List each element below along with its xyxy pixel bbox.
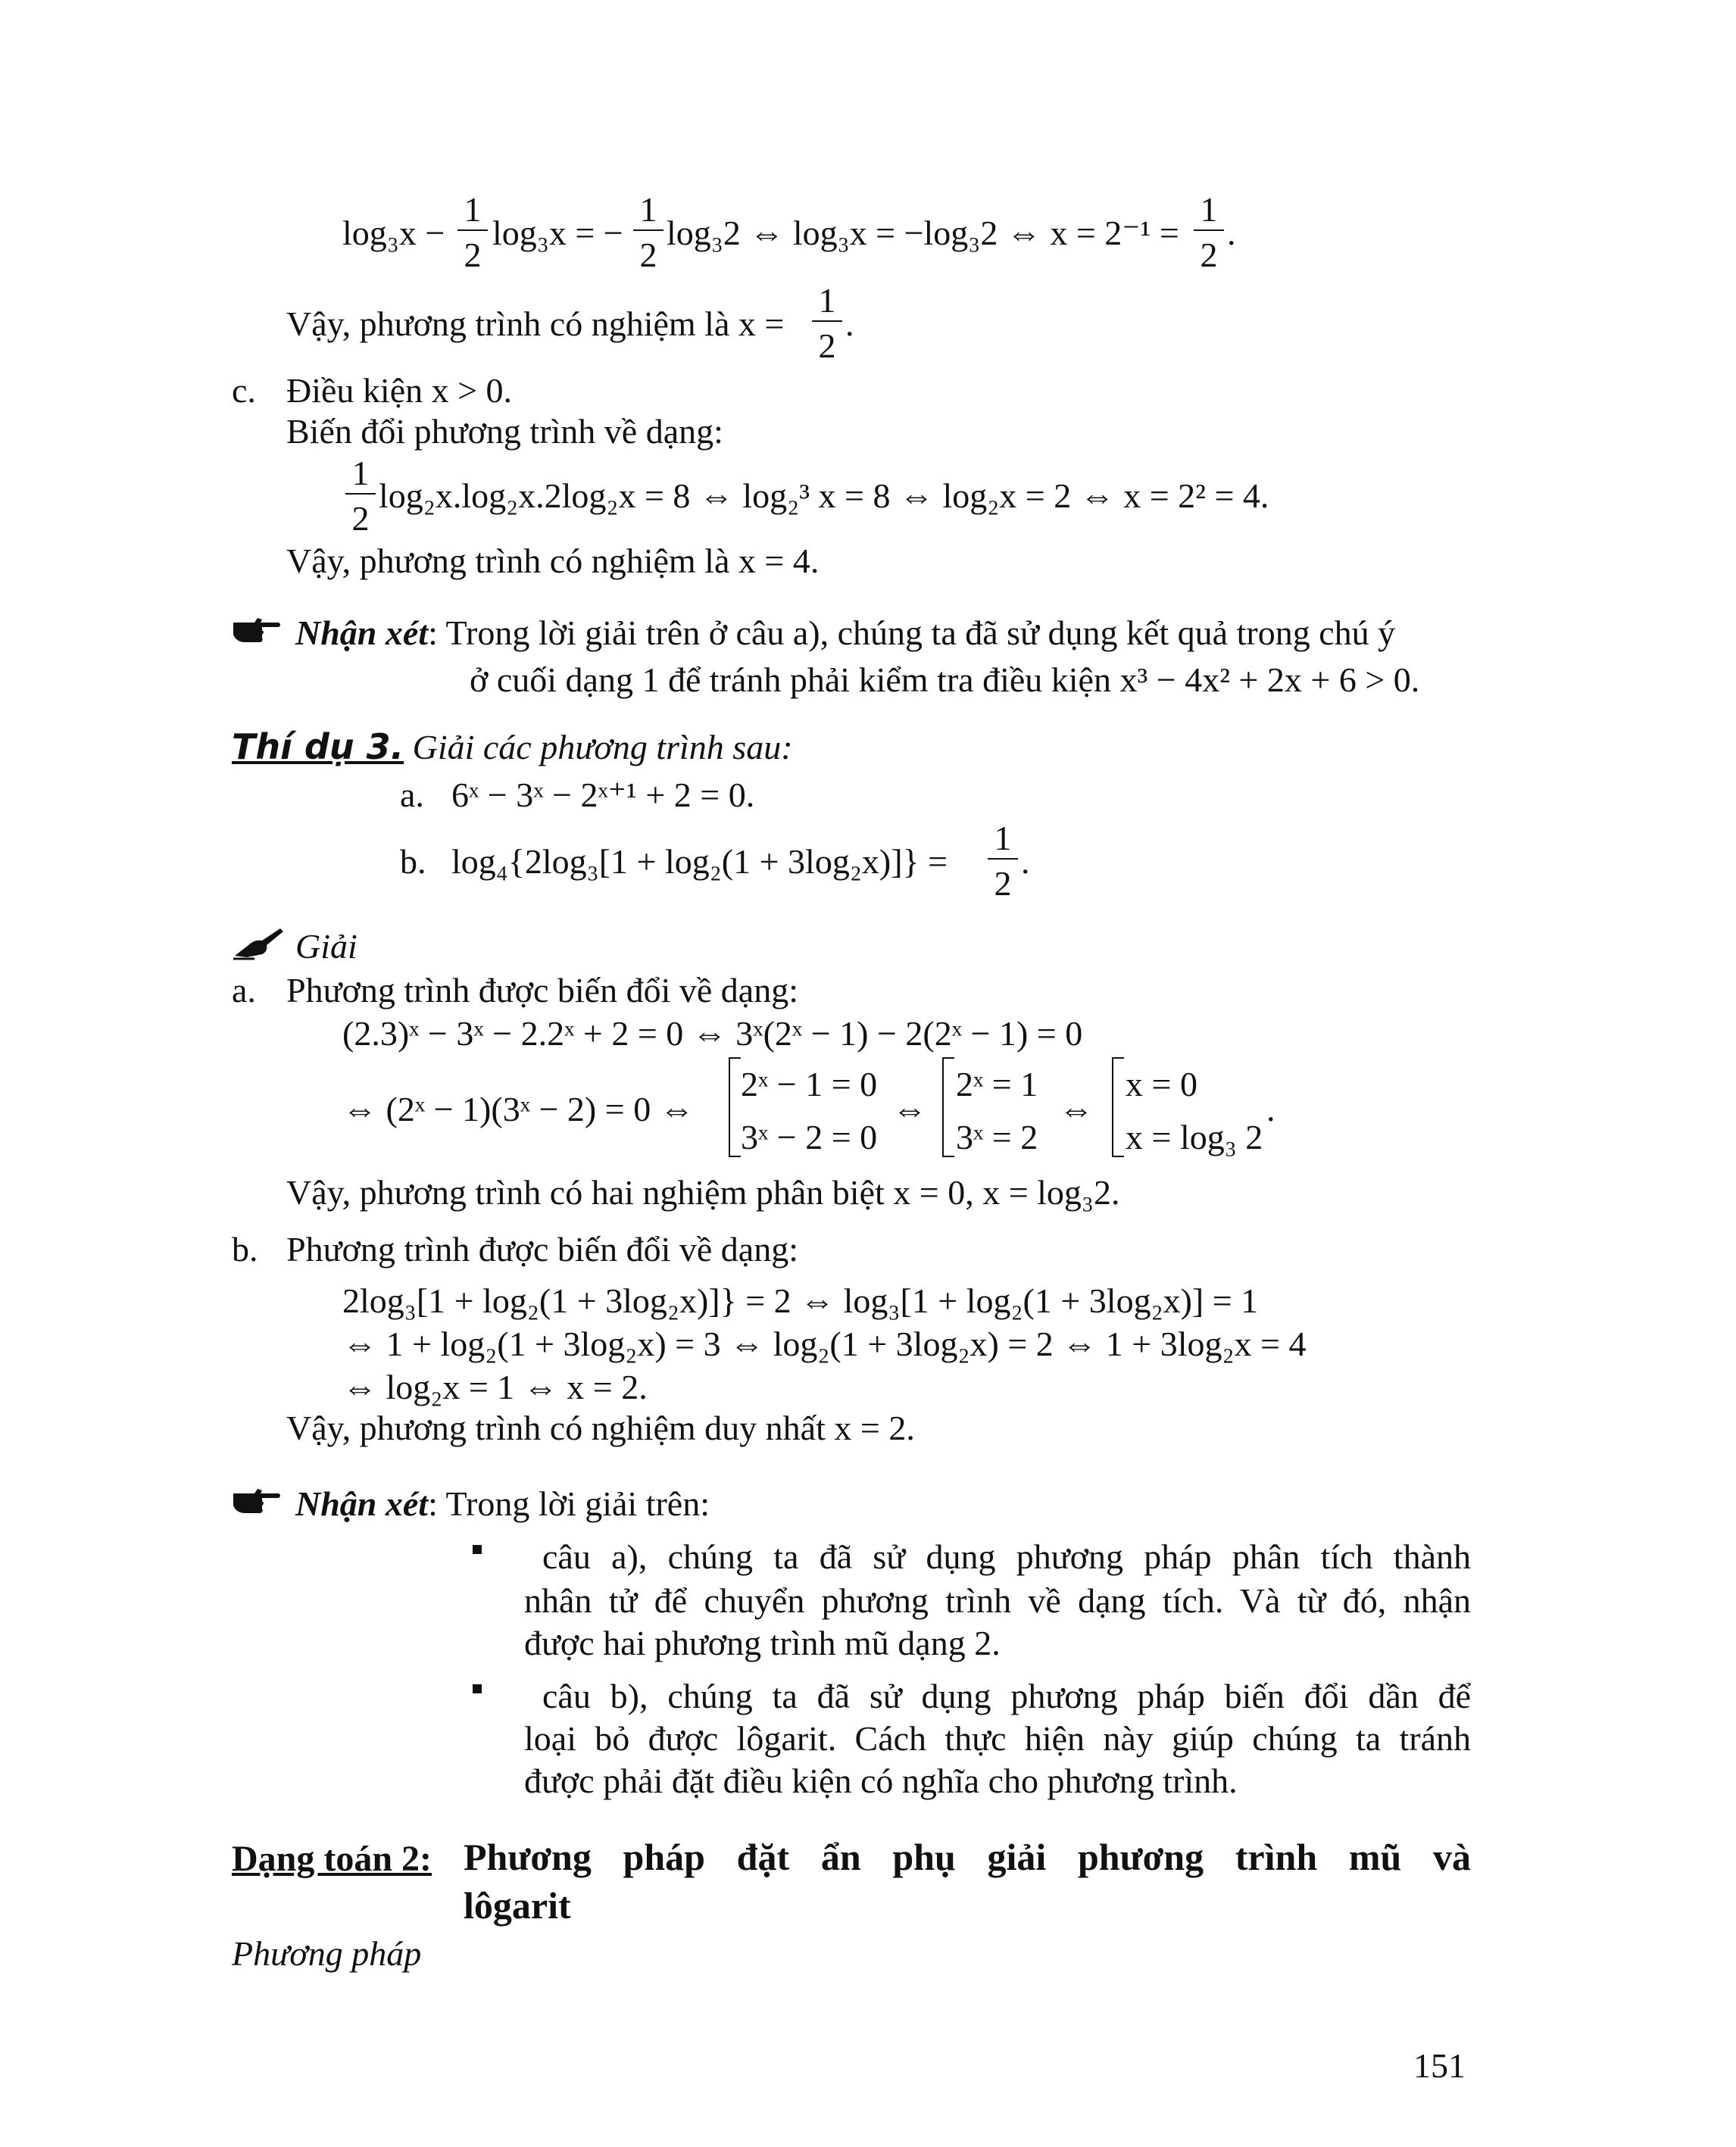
solution-label: Giải — [295, 927, 358, 966]
bullet-1-line1: câu a), chúng ta đã sử dụng phương pháp phân tích thành — [542, 1537, 1471, 1576]
example-3-a-label: a. — [400, 775, 424, 814]
system-end: . — [1266, 1090, 1275, 1128]
remark-1-text: : Trong lời giải trên ở câu a), chúng ta đã sử dụng kết quả trong chú ý — [428, 613, 1396, 652]
bullet-marker — [473, 1684, 482, 1693]
part-c-conclusion: Vậy, phương trình có nghiệm là x = 4. — [286, 541, 820, 580]
remark-2-intro — [295, 1483, 710, 1525]
system-1-bottom: 3ˣ − 2 = 0 — [741, 1118, 878, 1156]
pointing-hand-icon — [232, 1483, 282, 1515]
conclusion-text: Vậy, phương trình có nghiệm là x = — [286, 304, 785, 343]
system-1-top: 2ˣ − 1 = 0 — [741, 1065, 878, 1103]
system-bracket — [942, 1057, 944, 1157]
fraction-bar — [457, 229, 488, 231]
equivalence-symbol: ⇔ — [892, 1090, 927, 1128]
fraction-bar — [812, 320, 842, 322]
example-3-b-equation: log₄{2log₃[1 + log₂(1 + 3log₂x)]} = — [451, 842, 948, 881]
fraction-denominator: 2 — [351, 499, 370, 538]
system-3-bottom: x = log₃ 2 — [1126, 1118, 1263, 1156]
fraction-denominator: 2 — [818, 326, 836, 365]
fraction-numerator: 1 — [351, 454, 370, 492]
fraction-denominator: 2 — [639, 236, 657, 274]
bullet-marker — [473, 1545, 482, 1554]
equation-segment: log₃x = − — [492, 214, 623, 252]
example-3-a-equation: 6ˣ − 3ˣ − 2ˣ⁺¹ + 2 = 0. — [451, 775, 755, 814]
system-3-top: x = 0 — [1126, 1065, 1197, 1103]
writing-hand-icon — [232, 925, 285, 960]
conclusion-end: . — [845, 304, 854, 343]
fraction-denominator: 2 — [1200, 236, 1218, 274]
bullet-2-line2: loại bỏ được lôgarit. Cách thực hiện này giúp chúng ta tránh — [524, 1719, 1471, 1758]
fraction-denominator: 2 — [994, 864, 1012, 903]
example-3-b-label: b. — [400, 842, 426, 881]
solution-b-conclusion: Vậy, phương trình có nghiệm duy nhất x = 2. — [286, 1409, 915, 1447]
section-title-line1: Phương pháp đặt ẩn phụ giải phương trình mũ và — [464, 1836, 1471, 1878]
fraction-bar — [345, 493, 376, 495]
pointing-hand-icon — [232, 612, 282, 644]
system-bracket — [729, 1057, 730, 1157]
solution-b-line1: 2log₃[1 + log₂(1 + 3log₂x)]} = 2 ⇔ log₃[1 + log₂(1 + 3log₂x)] = 1 — [342, 1281, 1259, 1320]
solution-b-label: b. — [232, 1230, 258, 1269]
system-2-top: 2ˣ = 1 — [956, 1065, 1038, 1103]
method-label: Phương pháp — [232, 1934, 422, 1973]
bullet-2-line1: câu b), chúng ta đã sử dụng phương pháp biến đổi dần để — [542, 1677, 1471, 1715]
system-2-bottom: 3ˣ = 2 — [956, 1118, 1038, 1156]
example-3-label: Thí dụ 3. — [232, 726, 404, 767]
solution-a-line1: (2.3)ˣ − 3ˣ − 2.2ˣ + 2 = 0 ⇔ 3ˣ(2ˣ − 1) − 2(2ˣ − 1) = 0 — [342, 1014, 1083, 1053]
section-title-line2: lôgarit — [464, 1884, 571, 1927]
example-3-b-end: . — [1021, 842, 1030, 881]
part-c-equation-text: log₂x.log₂x.2log₂x = 8 ⇔ log₂³ x = 8 ⇔ log₂x = 2 ⇔ x = 2² = 4. — [379, 476, 1269, 515]
solution-b-line2: ⇔ 1 + log₂(1 + 3log₂x) = 3 ⇔ log₂(1 + 3log₂x) = 2 ⇔ 1 + 3log₂x = 4 — [342, 1325, 1307, 1363]
equation-segment: log₃x − — [342, 214, 445, 252]
remark-2-text: : Trong lời giải trên: — [428, 1484, 710, 1523]
fraction-numerator: 1 — [639, 190, 657, 229]
fraction-denominator: 2 — [464, 236, 482, 274]
solution-a-line2-start: ⇔ (2ˣ − 1)(3ˣ − 2) = 0 ⇔ — [342, 1090, 695, 1128]
solution-b-line3: ⇔ log₂x = 1 ⇔ x = 2. — [342, 1368, 648, 1406]
fraction-numerator: 1 — [994, 819, 1012, 857]
equation-segment: . — [1227, 214, 1236, 252]
equation-segment: log₃2 ⇔ log₃x = −log₃2 ⇔ x = 2⁻¹ = — [667, 214, 1179, 252]
part-c-label: c. — [232, 371, 256, 410]
remark-2-label: Nhận xét — [295, 1484, 429, 1523]
remark-1-label: Nhận xét — [295, 613, 429, 652]
system-bracket — [1112, 1057, 1113, 1157]
remark-1-line1 — [295, 612, 1395, 654]
example-3-header — [232, 726, 793, 769]
equivalence-symbol: ⇔ — [1059, 1090, 1094, 1128]
section-label: Dạng toán 2: — [232, 1839, 432, 1879]
page-number: 151 — [1413, 2046, 1466, 2085]
bullet-1-line3: được hai phương trình mũ dạng 2. — [524, 1624, 1001, 1662]
fraction-numerator: 1 — [818, 281, 836, 320]
solution-a-label: a. — [232, 971, 256, 1010]
fraction-numerator: 1 — [1200, 190, 1218, 229]
part-c-transform: Biến đổi phương trình về dạng: — [286, 412, 723, 451]
fraction-bar — [988, 858, 1018, 860]
solution-a-intro: Phương trình được biến đổi về dạng: — [286, 971, 798, 1010]
part-c-condition: Điều kiện x > 0. — [286, 371, 513, 410]
bullet-1-line2: nhân tử để chuyển phương trình về dạng tích. Và từ đó, nhận — [524, 1581, 1471, 1620]
bullet-2-line3: được phải đặt điều kiện có nghĩa cho phương trình. — [524, 1762, 1238, 1800]
solution-b-intro: Phương trình được biến đổi về dạng: — [286, 1230, 798, 1269]
fraction-bar — [633, 229, 663, 231]
fraction-numerator: 1 — [464, 190, 482, 229]
solution-a-conclusion: Vậy, phương trình có hai nghiệm phân biệt x = 0, x = log₃2. — [286, 1173, 1120, 1212]
remark-1-line2: ở cuối dạng 1 để tránh phải kiểm tra điều kiện x³ − 4x² + 2x + 6 > 0. — [470, 660, 1420, 699]
fraction-bar — [1194, 229, 1224, 231]
example-3-prompt: Giải các phương trình sau: — [412, 728, 793, 766]
